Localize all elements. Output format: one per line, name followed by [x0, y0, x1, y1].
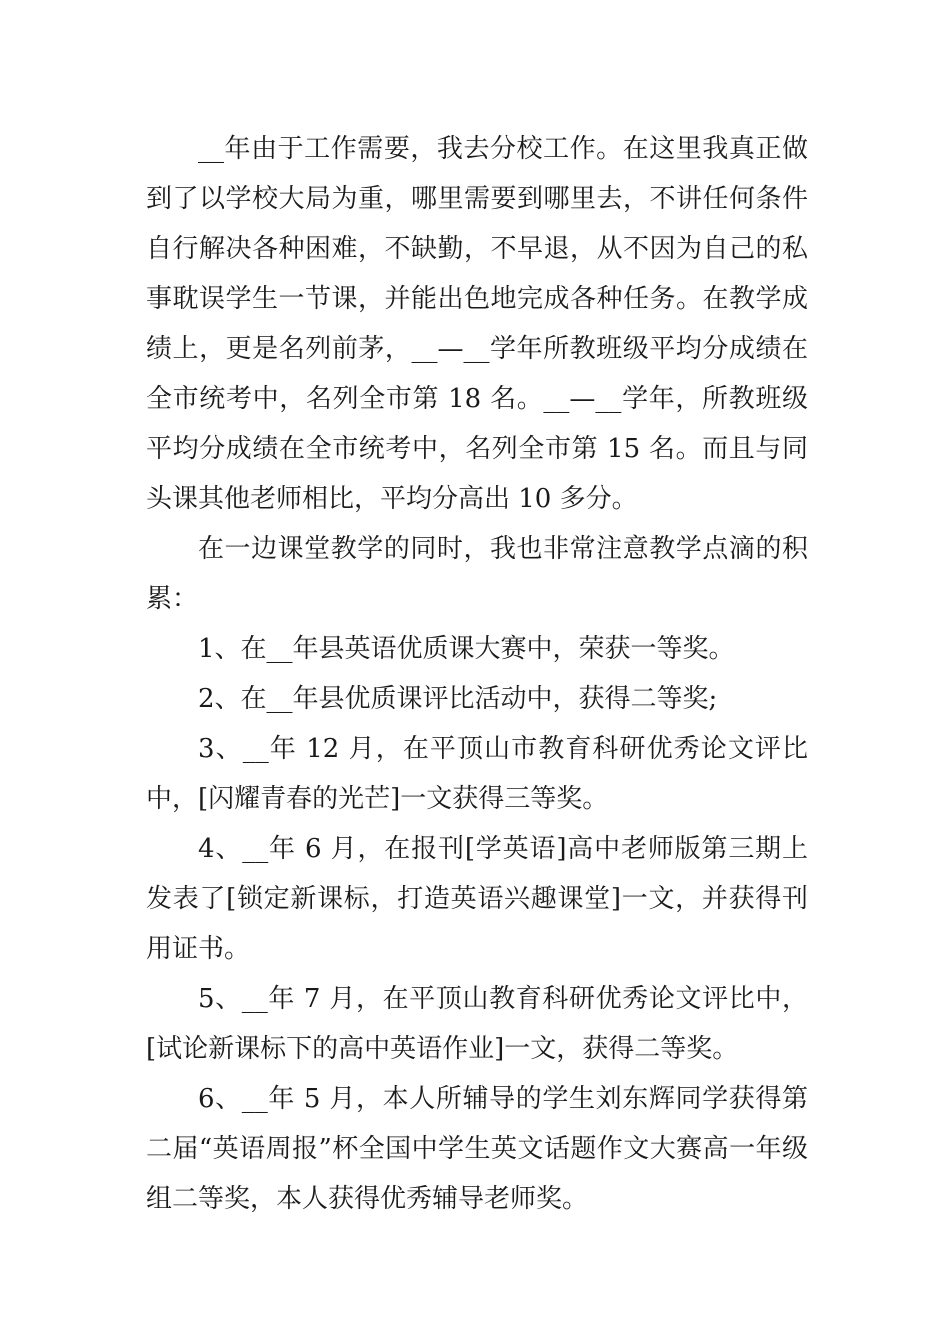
achievement-item-1: 1、在__年县英语优质课大赛中，荣获一等奖。 — [198, 634, 735, 664]
achievement-item-5: 5、__年 7 月，在平顶山教育科研优秀论文评比中，[试论新课标下的高中英语作业]一文，获得二等奖。 — [146, 984, 808, 1064]
achievement-item-2: 2、在__年县优质课评比活动中，获得二等奖; — [198, 684, 718, 714]
paragraph-accumulation-intro: 在一边课堂教学的同时，我也非常注意教学点滴的积累： — [146, 534, 808, 614]
achievement-item-3: 3、__年 12 月，在平顶山市教育科研优秀论文评比中，[闪耀青春的光芒]一文获得三等奖。 — [146, 734, 808, 814]
document-body — [146, 124, 808, 1224]
achievement-item-4: 4、__年 6 月，在报刊[学英语]高中老师版第三期上发表了[锁定新课标，打造英语兴趣课堂]一文，并获得刊用证书。 — [146, 834, 808, 964]
paragraph-transfer-and-results: __年由于工作需要，我去分校工作。在这里我真正做到了以学校大局为重，哪里需要到哪里去，不讲任何条件自行解决各种困难，不缺勤，不早退，从不因为自己的私事耽误学生一节课，并能出色地完成各种任务。在教学成绩上，更是名列前茅，__—__学年所教班级平均分成绩在全市统考中，名列全市第 18 名。__—__学年，所教班级平均分成绩在全市统考中，名列全市第 15 名。而且与同头课其他老师相比，平均分高出 10 多分。 — [146, 134, 808, 514]
achievement-item-6: 6、__年 5 月，本人所辅导的学生刘东辉同学获得第二届“英语周报”杯全国中学生英文话题作文大赛高一年级组二等奖，本人获得优秀辅导老师奖。 — [146, 1084, 808, 1214]
